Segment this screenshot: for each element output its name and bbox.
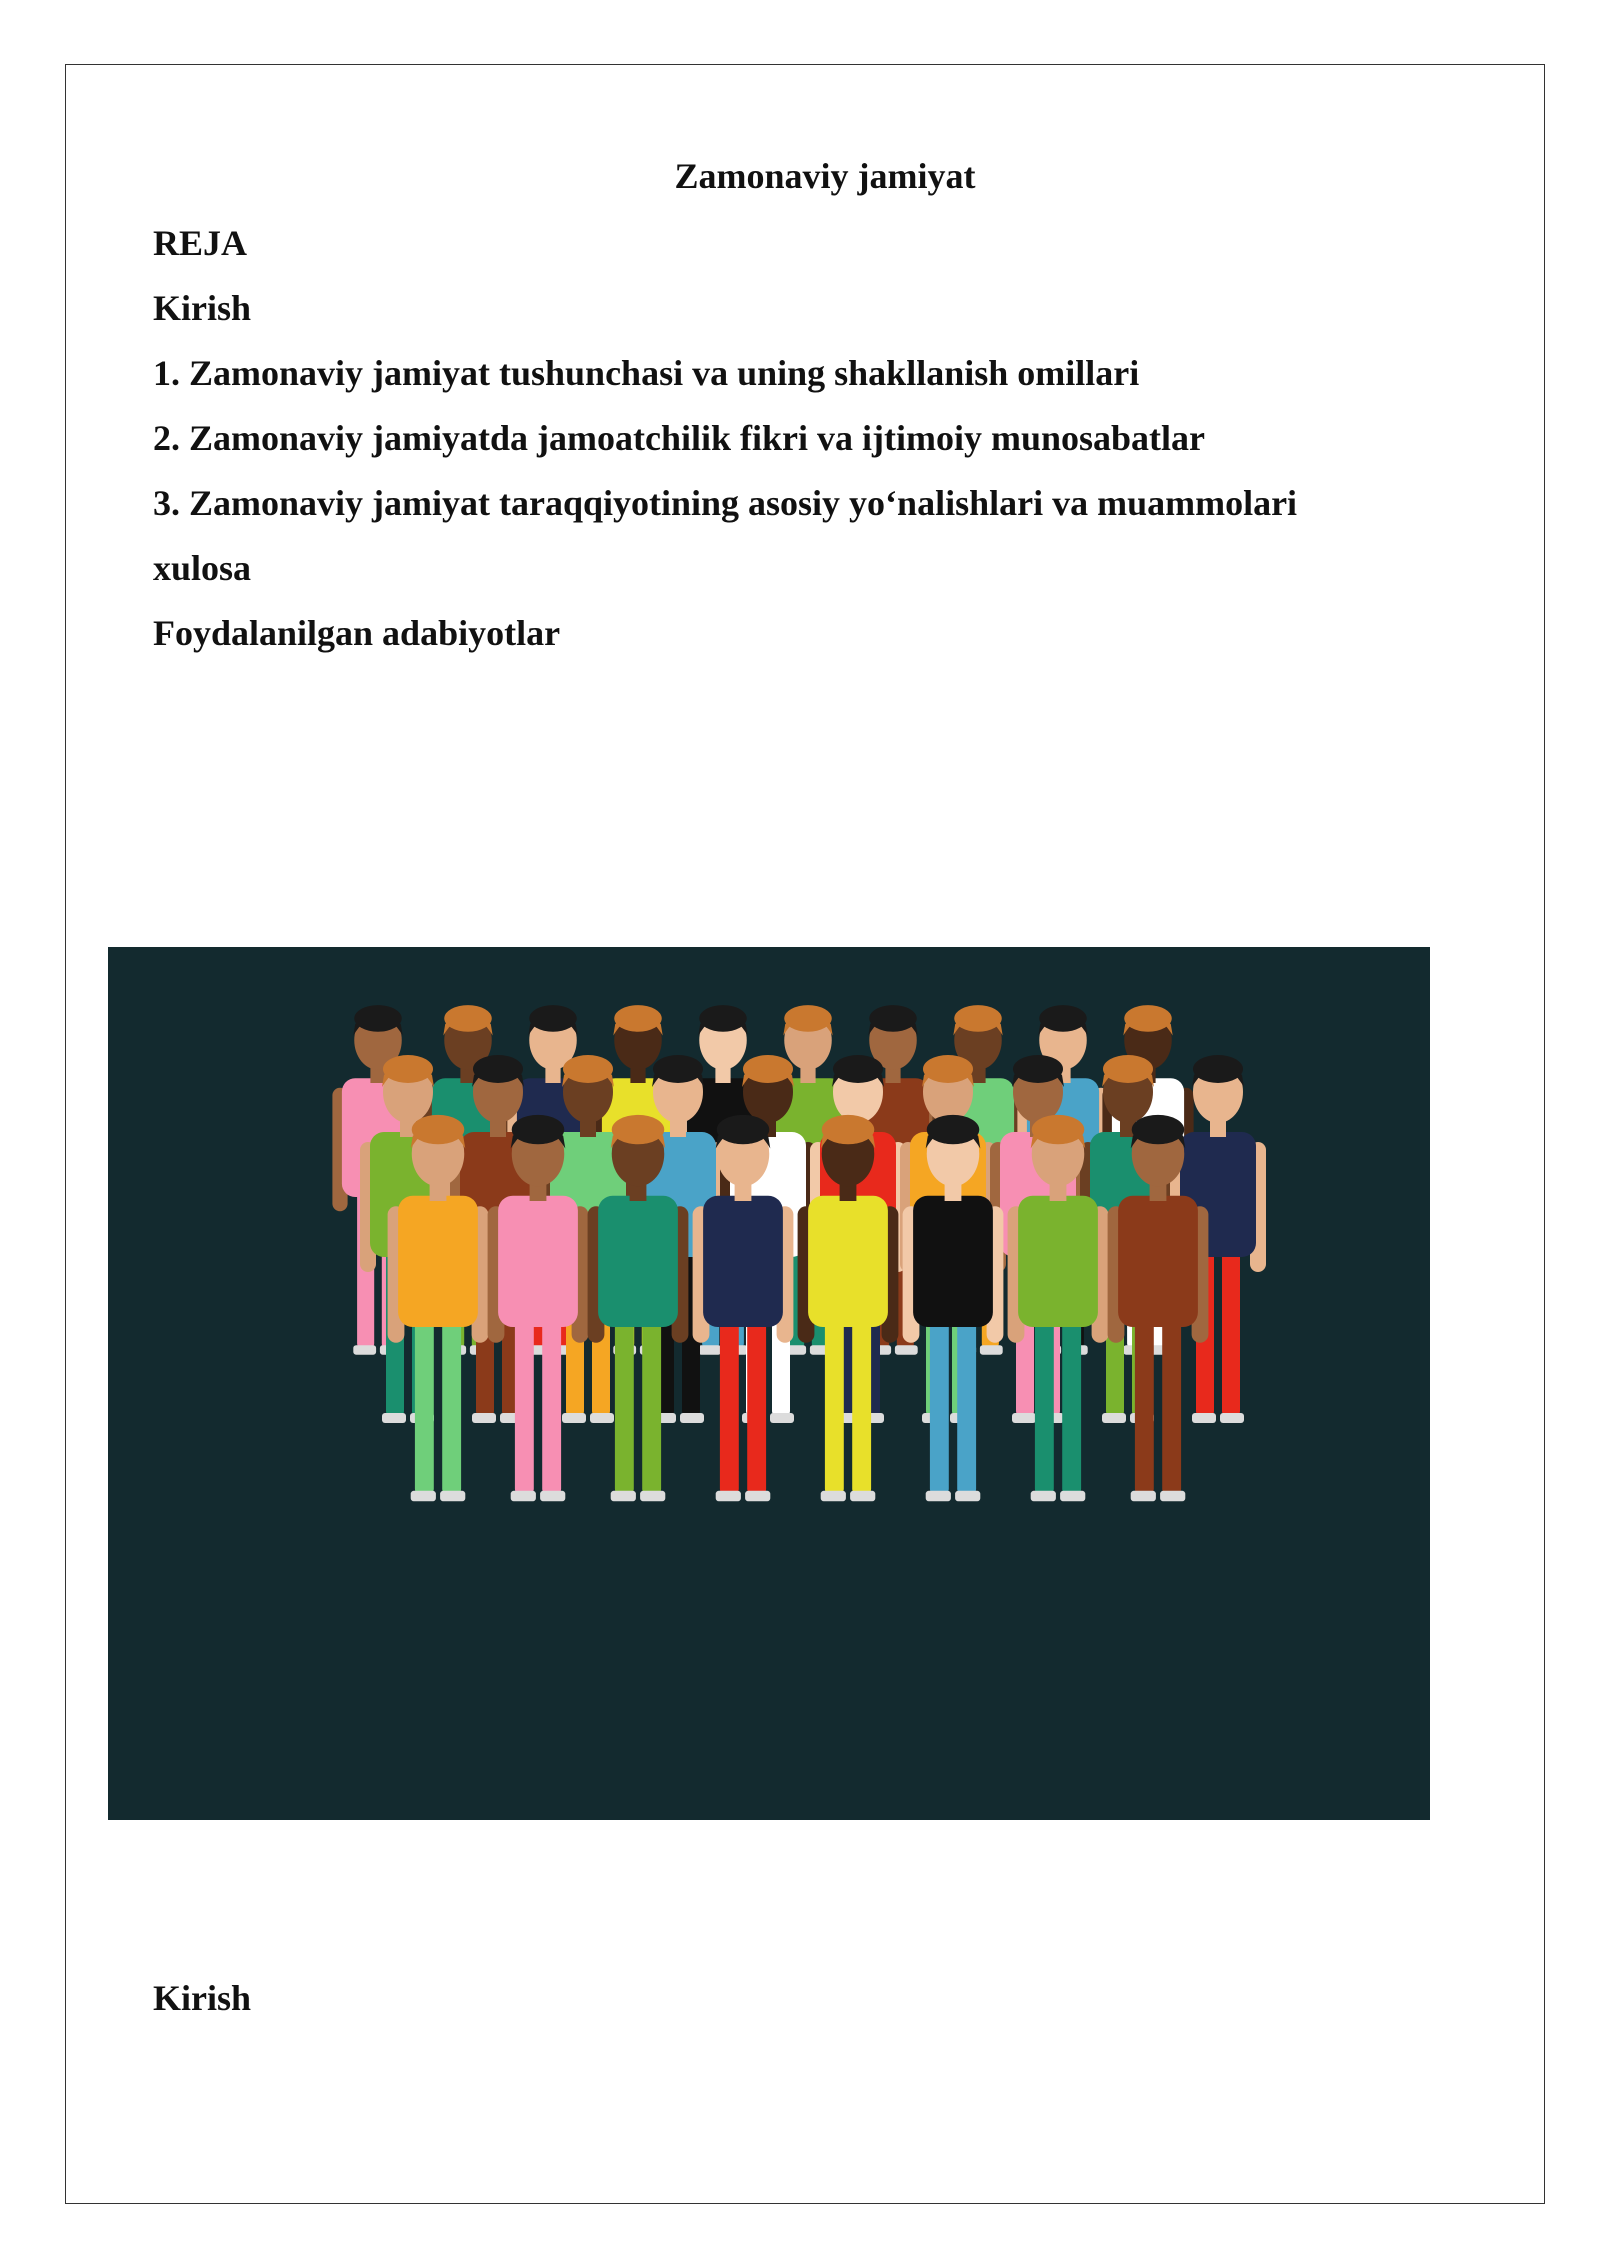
document-title: Zamonaviy jamiyat — [674, 156, 976, 196]
plan-item-3: 3. Zamonaviy jamiyat taraqqiyotining asosiy yo‘nalishlari va muammolari — [153, 483, 1298, 523]
plan-item-conclusion: xulosa — [153, 548, 252, 588]
plan-item-1: 1. Zamonaviy jamiyat tushunchasi va uning shakllanish omillari — [153, 353, 1140, 393]
plan-heading: REJA — [153, 223, 248, 263]
plan-item-intro: Kirish — [153, 288, 252, 328]
crowd-of-people-image — [108, 947, 1430, 1820]
section-heading-intro: Kirish — [153, 1978, 252, 2018]
crowd-illustration — [108, 947, 1430, 1820]
plan-item-2: 2. Zamonaviy jamiyatda jamoatchilik fikri va ijtimoiy munosabatlar — [153, 418, 1205, 458]
plan-item-references: Foydalanilgan adabiyotlar — [153, 613, 561, 653]
